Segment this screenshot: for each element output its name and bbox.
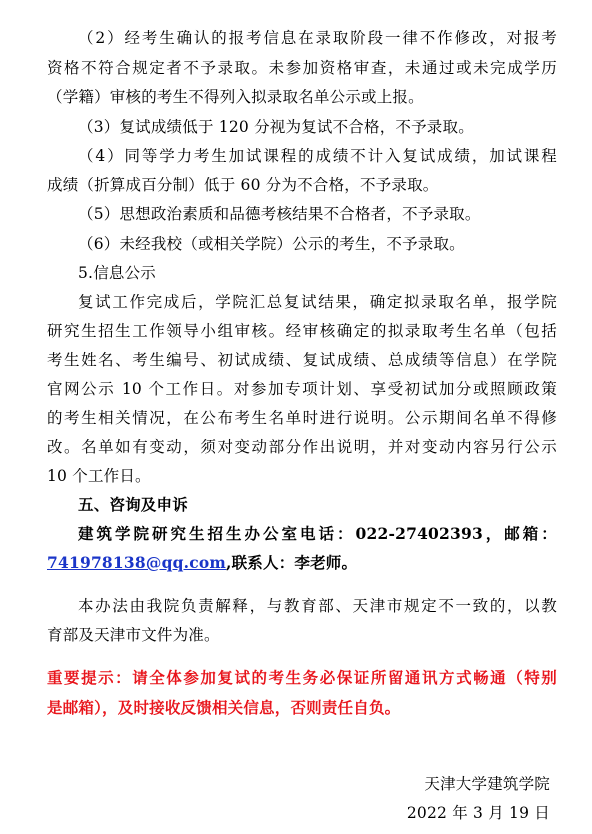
rule-2-line-1: （2）经考生确认的报考信息在录取阶段一律不作修改，对报考: [78, 29, 557, 47]
info-line-4: 官网公示 10 个工作日。对参加专项计划、享受初试加分或照顾政策: [47, 380, 557, 398]
contact-line-1: 建筑学院研究生招生办公室电话：022-27402393，邮箱：: [78, 524, 557, 543]
important-notice-line-1: 重要提示：请全体参加复试的考生务必保证所留通讯方式畅通（特别: [47, 668, 557, 687]
rule-4-line-1: （4）同等学力考生加试课程的成绩不计入复试成绩，加试课程: [78, 147, 557, 165]
closing-line-1: 本办法由我院负责解释，与教育部、天津市规定不一致的，以教: [78, 597, 557, 615]
signature: 天津大学建筑学院: [424, 775, 550, 793]
info-line-2: 研究生招生工作领导小组审核。经审核确定的拟录取考生名单（包括: [47, 322, 557, 340]
rule-2-line-2: 资格不符合规定者不予录取。未参加资格审查，未通过或未完成学历: [47, 59, 557, 77]
rule-4-line-2: 成绩（折算成百分制）低于 60 分为不合格，不予录取。: [47, 176, 439, 194]
rule-5: （5）思想政治素质和品德考核结果不合格者，不予录取。: [78, 205, 481, 223]
info-line-3: 考生姓名、考生编号、初试成绩、复试成绩、总成绩等信息）在学院: [47, 351, 557, 369]
rule-6: （6）未经我校（或相关学院）公示的考生，不予录取。: [78, 235, 465, 253]
contact-line-2: [47, 553, 557, 573]
important-notice-line-2: 是邮箱），及时接收反馈相关信息，否则责任自负。: [47, 698, 401, 717]
info-line-1: 复试工作完成后，学院汇总复试结果，确定拟录取名单，报学院: [78, 293, 557, 311]
info-line-6: 改。名单如有变动，须对变动部分作出说明，并对变动内容另行公示: [47, 438, 557, 456]
section-5-heading: 5.信息公示: [78, 264, 156, 282]
contact-person: ,联系人：李老师。: [226, 553, 358, 572]
rule-3: （3）复试成绩低于 120 分视为复试不合格，不予录取。: [78, 118, 474, 136]
closing-line-2: 育部及天津市文件为准。: [47, 626, 220, 644]
info-line-5: 的考生相关情况，在公布考生名单时进行说明。公示期间名单不得修: [47, 409, 557, 427]
date: 2022 年 3 月 19 日: [406, 804, 550, 822]
chapter-5-heading: 五、咨询及申诉: [78, 495, 188, 514]
contact-email-link[interactable]: 741978138@qq.com: [47, 553, 227, 572]
info-line-7: 10 个工作日。: [47, 467, 151, 485]
rule-2-line-3: （学籍）审核的考生不得列入拟录取名单公示或上报。: [47, 88, 424, 106]
